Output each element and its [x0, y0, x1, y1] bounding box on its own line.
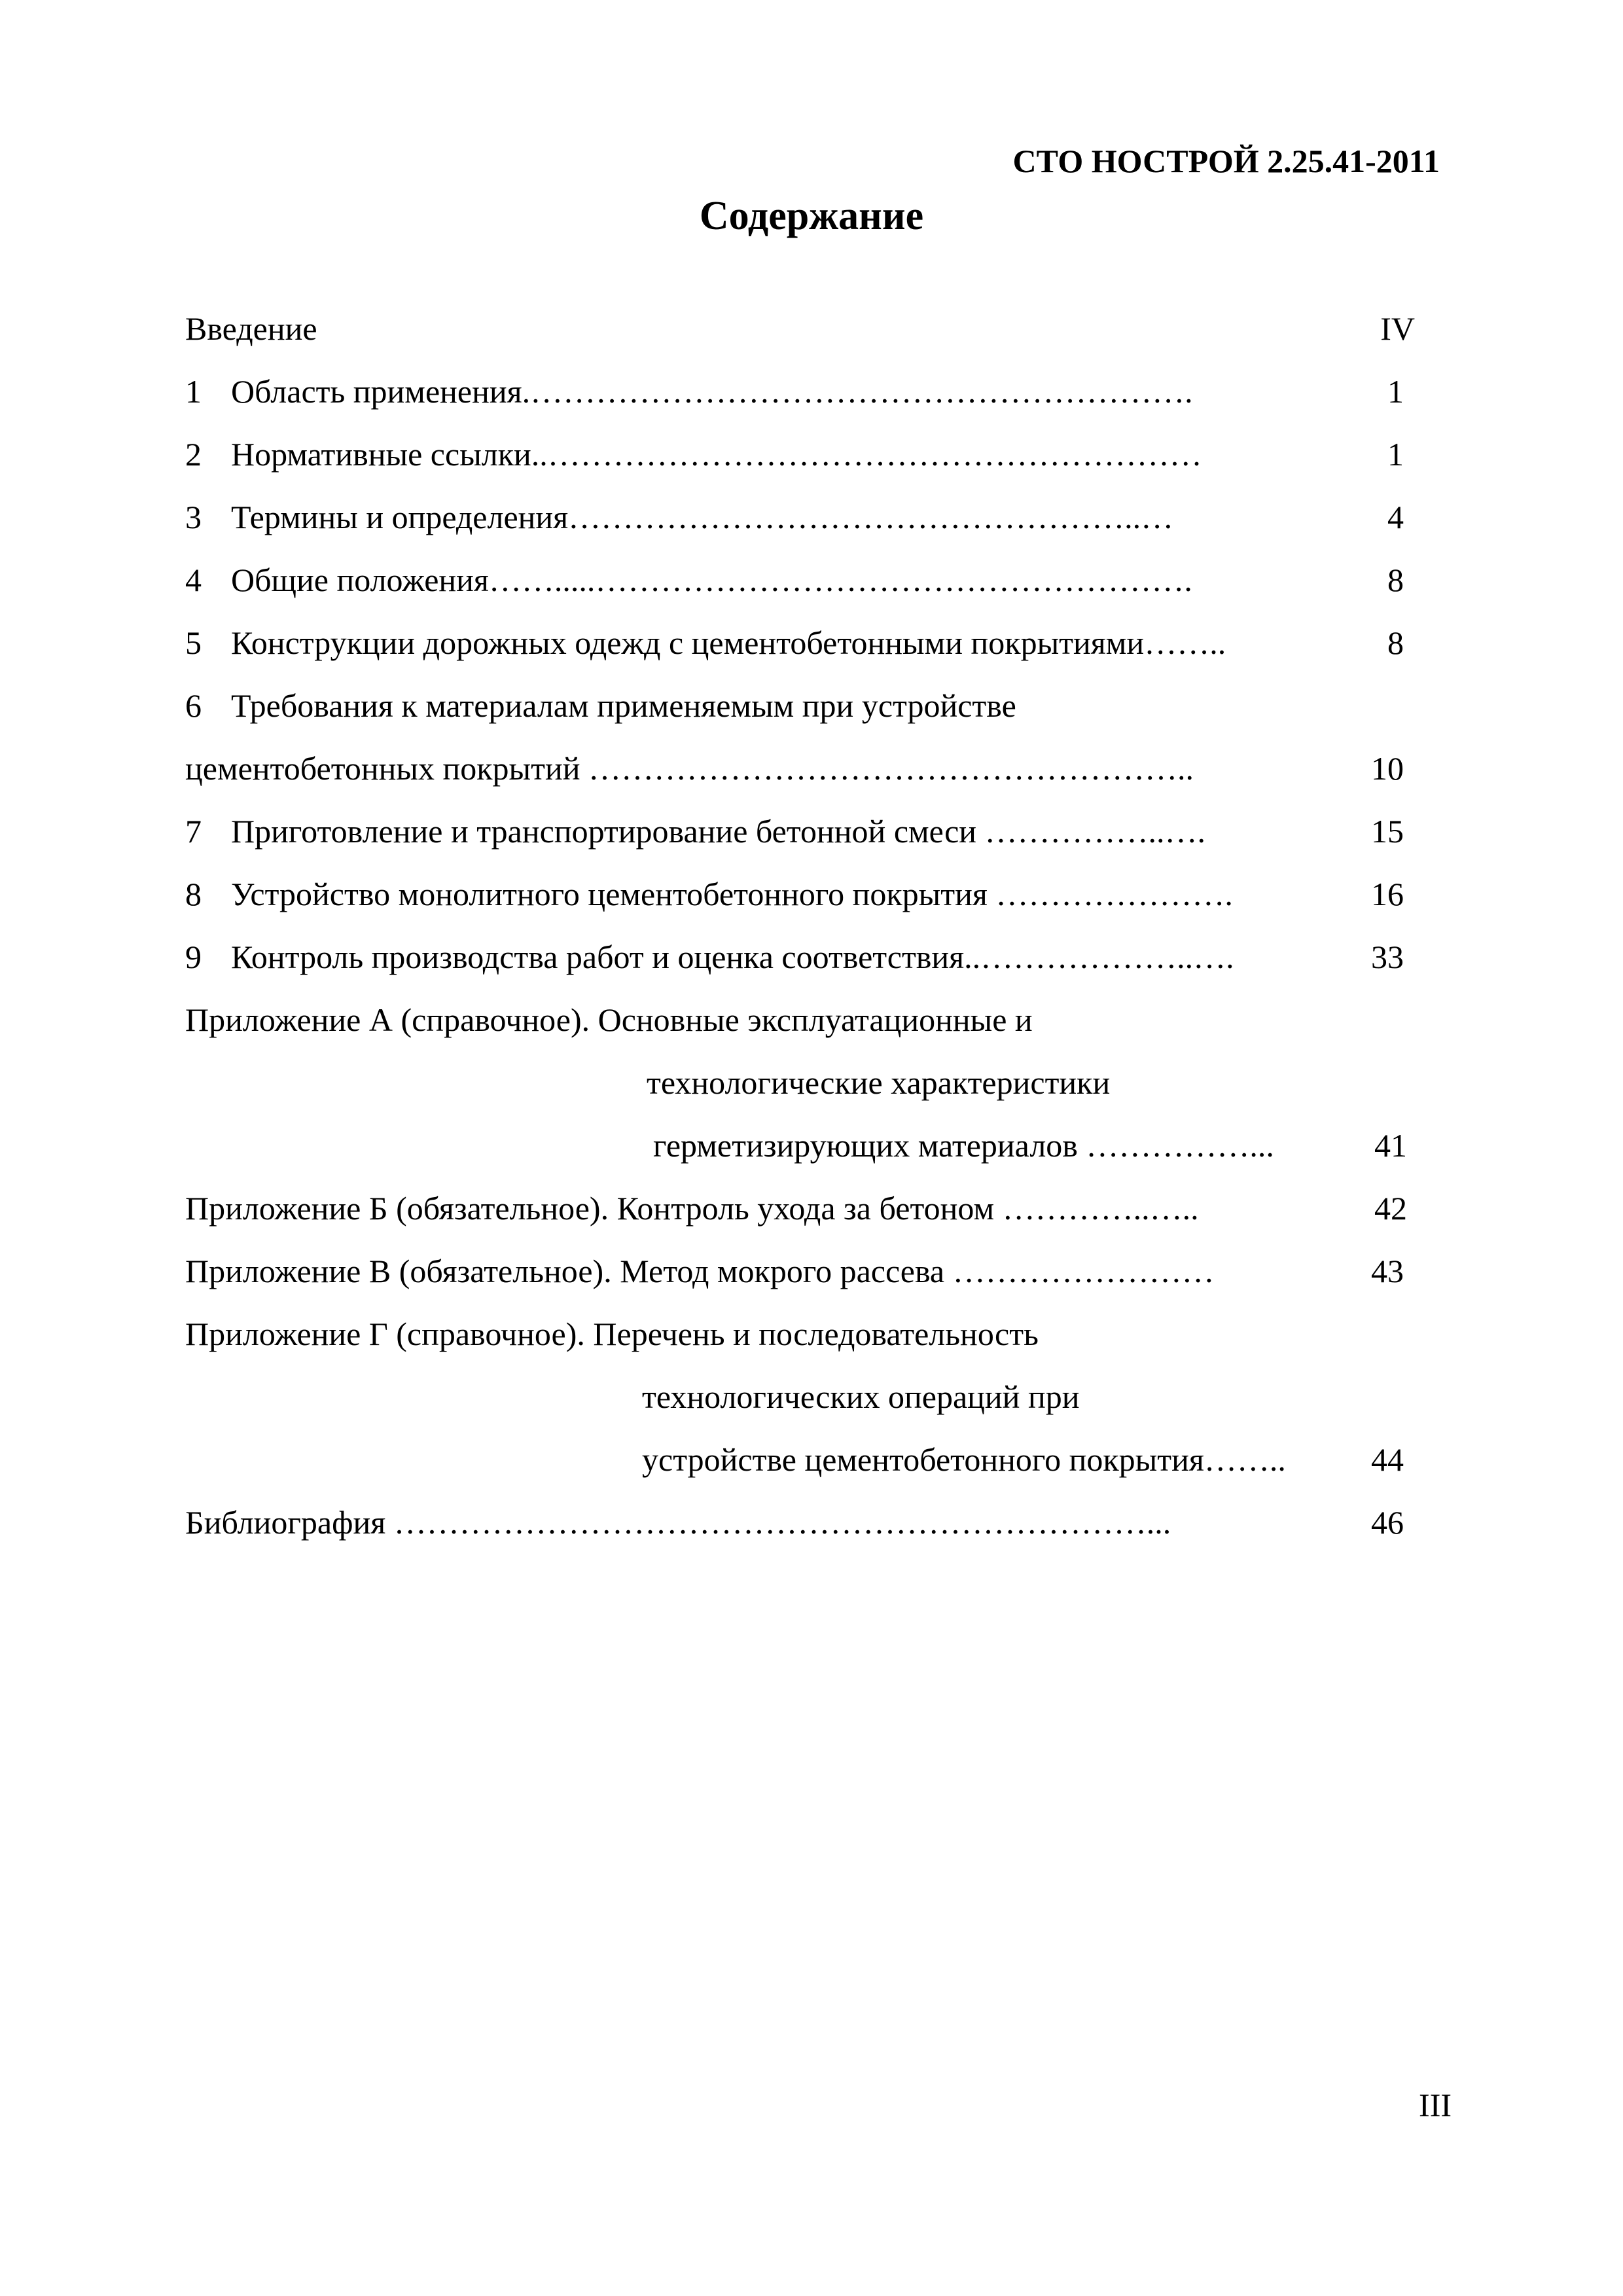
toc-page-number: 41	[1374, 1127, 1407, 1164]
toc-page-number: 16	[1371, 876, 1404, 912]
toc-page-number: 44	[1371, 1441, 1404, 1478]
toc-entry-section-3[interactable]	[185, 497, 1173, 537]
toc-entry-appendix-g-line2[interactable]	[642, 1377, 1079, 1416]
toc-entry-section-6-continued[interactable]	[185, 749, 1194, 788]
toc-page-number: 8	[1387, 624, 1404, 661]
toc-entry-appendix-g-line3[interactable]	[642, 1440, 1286, 1479]
toc-section-number: 9	[185, 939, 202, 975]
toc-section-number: 1	[185, 373, 202, 410]
toc-entry-appendix-b[interactable]	[185, 1189, 1199, 1228]
toc-entry-label: технологических операций при	[642, 1378, 1080, 1415]
toc-entry-label: Контроль производства работ и оценка соответствия..………………..….	[231, 939, 1234, 975]
toc-entry-section-8[interactable]	[185, 874, 1233, 914]
toc-entry-label: Приготовление и транспортирование бетонной смеси ……………..….	[231, 813, 1206, 850]
toc-entry-section-1[interactable]	[185, 372, 1193, 411]
toc-entry-label: технологические характеристики	[647, 1064, 1111, 1101]
toc-page-number: 8	[1387, 562, 1404, 598]
toc-entry-label: Нормативные ссылки..……………………………………………………	[231, 436, 1202, 473]
toc-section-number: 8	[185, 876, 202, 912]
toc-entry-section-6[interactable]	[185, 686, 1016, 725]
toc-entry-label: Приложение В (обязательное). Метод мокрого рассева ……………………	[185, 1253, 1215, 1289]
toc-entry-label: устройстве цементобетонного покрытия……..	[642, 1441, 1286, 1478]
toc-entry-label: Общие положения…….....……………………………………………….	[231, 562, 1192, 598]
toc-entry-section-2[interactable]	[185, 435, 1202, 474]
toc-section-number: 6	[185, 687, 202, 724]
toc-page-number: 43	[1371, 1253, 1404, 1289]
toc-entry-label: Область применения.…………………………………………………….	[231, 373, 1193, 410]
toc-section-number: 5	[185, 624, 202, 661]
toc-entry-appendix-a-line3[interactable]	[653, 1126, 1274, 1165]
toc-entry-appendix-v[interactable]	[185, 1251, 1215, 1291]
toc-entry-label: Приложение А (справочное). Основные эксплуатационные и	[185, 1001, 1033, 1038]
toc-entry-label: герметизирующих материалов ……………...	[653, 1127, 1274, 1164]
toc-section-number: 3	[185, 499, 202, 535]
toc-entry-appendix-a[interactable]	[185, 1000, 1033, 1039]
toc-entry-appendix-a-line2[interactable]	[647, 1063, 1110, 1102]
toc-page-number: 10	[1371, 750, 1404, 787]
toc-entry-section-4[interactable]	[185, 560, 1192, 600]
toc-entry-label: Требования к материалам применяемым при устройстве	[231, 687, 1016, 724]
toc-entry-section-5[interactable]	[185, 623, 1226, 662]
toc-entry-section-9[interactable]	[185, 937, 1234, 977]
toc-page-number: 15	[1371, 813, 1404, 850]
toc-entry-label: Приложение Б (обязательное). Контроль ухода за бетоном …………..…..	[185, 1190, 1199, 1227]
toc-entry-section-7[interactable]	[185, 812, 1205, 851]
toc-entry-bibliography[interactable]	[185, 1503, 1171, 1542]
toc-section-number: 4	[185, 562, 202, 598]
toc-page-number: 4	[1387, 499, 1404, 535]
toc-section-number: 2	[185, 436, 202, 473]
toc-entry-introduction[interactable]	[185, 309, 317, 348]
toc-page-number: 1	[1387, 373, 1404, 410]
toc-page-number: 1	[1387, 436, 1404, 473]
toc-page-number: 42	[1374, 1190, 1407, 1227]
toc-page-number: 33	[1371, 939, 1404, 975]
toc-entry-label: Устройство монолитного цементобетонного покрытия ………………….	[231, 876, 1233, 912]
document-code: СТО НОСТРОЙ 2.25.41-2011	[1012, 143, 1440, 179]
page-number: III	[1419, 2087, 1452, 2123]
toc-section-number: 7	[185, 813, 202, 850]
toc-entry-label: Конструкции дорожных одежд с цементобетонными покрытиями……..	[231, 624, 1226, 661]
toc-page-number: 46	[1371, 1504, 1404, 1541]
toc-entry-label: Термины и определения……………………………………………..…	[231, 499, 1174, 535]
page-title: Содержание	[699, 194, 924, 238]
toc-entry-label: Введение	[185, 310, 317, 347]
toc-entry-label: цементобетонных покрытий ………………………………………………..	[185, 750, 1194, 787]
toc-entry-label: Библиография ……………………………………………………………...	[185, 1504, 1171, 1541]
toc-entry-appendix-g[interactable]	[185, 1314, 1039, 1354]
toc-page-number: IV	[1380, 310, 1415, 347]
toc-entry-label: Приложение Г (справочное). Перечень и последовательность	[185, 1316, 1039, 1352]
